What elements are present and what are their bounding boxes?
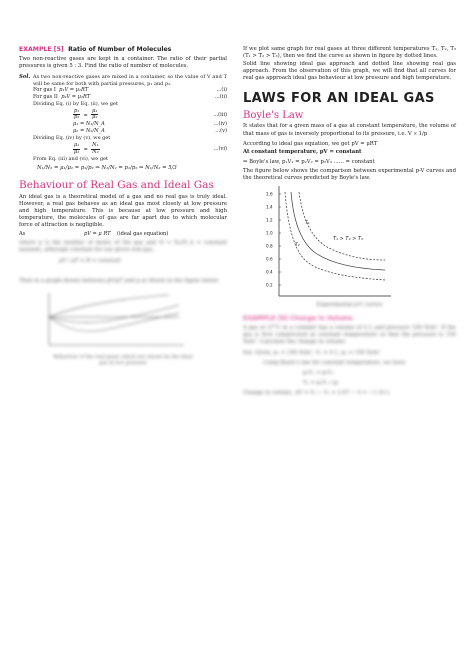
- right-blurred: [243, 302, 456, 397]
- right-para-2: Solid line showing ideal gas approach and dotted line showing real gas approach. From the observation of this graph, we will find that all curves for real gas approach ideal gas behaviour at low pressure and high temperature.: [243, 61, 456, 82]
- gas2-eq: p₂V = μ₂RT: [61, 94, 91, 101]
- gas1-label: For gas I: [33, 87, 56, 94]
- eq3-lhs: $\frac{\text{p₁}}{\text{p₂}}$: [74, 107, 80, 121]
- solution-block: [19, 74, 227, 172]
- boyle-law-line: ⇒ Boyle's law, p₁V₁ = p₂V₂ = p₃V₃ ...... = constant: [243, 158, 375, 165]
- right-column: [243, 46, 456, 397]
- blur-axis-label: Experimental p-V curves: [316, 302, 383, 309]
- as-note: (ideal gas equation): [117, 231, 169, 238]
- graph-tick-label: 1.0: [266, 230, 273, 236]
- curve-label-t1: T₁: [305, 221, 310, 227]
- equation-5: μ₂ = N₂/N_A ...(v): [73, 128, 227, 135]
- graph-tick-label: 1.4: [266, 204, 273, 210]
- graph-tick-label: 1.2: [266, 217, 273, 223]
- figure-paragraph: The figure below shows the comparison between experimental p-V curves and the theoretical curves predicted by Boyle's law.: [243, 167, 456, 182]
- equation-gas1: [33, 87, 227, 94]
- gas2-label: For gas II: [33, 94, 58, 101]
- ideal-gas-equation: [19, 231, 227, 238]
- behaviour-paragraph: An ideal gas is a theoretical model of a gas and no real gas is truly ideal. However, a real gas behaves as an ideal gas most closely at low pressure and high temperature. This is because at low pressure and high temperature, the molecules of gas are far apart due to which molecular force of attraction is negligible.: [19, 193, 227, 229]
- final-result: N₁/N₂ = μ₁/μ₂ = p₁/p₂ ⇒ N₁/N₂ = p₁/p₂ ⇒ N₁/N₂ = 5/3: [37, 164, 177, 171]
- laws-heading: LAWS FOR AN IDEAL GAS: [243, 91, 435, 107]
- boyle-paragraph: It states that for a given mass of a gas at constant temperature, the volume of that mass of gas is inversely proportional to its pressure, i.e. V ∝ 1/p: [243, 123, 456, 137]
- graph-tick-label: 0.2: [266, 282, 273, 288]
- eq6-rhs: $\frac{\text{N₁}}{\text{N₂}}$: [92, 142, 99, 155]
- equation-4: μ₁ = N₁/N_A ...(iv): [73, 121, 227, 128]
- equation-6: $\frac{\text{μ₁}}{\text{μ₂}}$ = $\frac{\text{N₁}}{\text{N₂}}$ ...(vi): [74, 142, 227, 155]
- eq3-rhs: $\frac{\text{μ₁}}{\text{μ₂}}$: [92, 107, 98, 121]
- behaviour-heading: Behaviour of Real Gas and Ideal Gas: [19, 178, 214, 191]
- from-eq-text: From Eq. (iii) and (vi), we get: [33, 155, 109, 162]
- curve-t2: [291, 192, 385, 270]
- solution-label: Sol.: [19, 74, 31, 81]
- graph-tick-label: 1.6: [266, 191, 273, 197]
- as-label: As: [19, 231, 26, 238]
- dividing-text-1: Dividing Eq. (i) by Eq. (ii), we get: [33, 101, 118, 108]
- gas1-ref: ...(i): [216, 87, 227, 94]
- solution-intro: As two non-reactive gases are mixed in a container, so the value of V and T will be same for both with partial pressures, p₁ and p₂.: [33, 74, 227, 87]
- blur-example: EXAMPLE [6] Change in Volume: [243, 315, 353, 323]
- blur-text-1: where μ is the number of moles of the gas and N = N₀/N_A = constant moment, although constant for our given real gas.: [19, 240, 227, 254]
- right-para-1: If we plot same graph for real gases at three different temperatures T₁, T₂, T₃ (T₁ > T₂ > T₃), then we find the curve as shown in figure by dotted lines.: [243, 46, 456, 60]
- eq3-ref: ...(iii): [213, 111, 227, 118]
- blur-graph: [39, 289, 189, 351]
- blur-sol-1: Sol. Given, p₁ = 100 N/m², V₁ = 4 L, p₂ = 150 N/m²: [243, 349, 381, 356]
- ideal-eq-line: According to ideal gas equation, we get pV = μRT: [243, 140, 378, 147]
- eq6-lhs: $\frac{\text{μ₁}}{\text{μ₂}}$: [74, 142, 80, 155]
- blur-text-3: Then in a graph drawn between pV/μT and p as drawn in the figure below.: [19, 277, 220, 284]
- blur-question: A gas at 27°C in a cylinder has a volume of 4 L and pressure 100 N/m². If the gas is first compressed at constant temperature so that the pressure is 150 N/m². Calculate the change in volume.: [243, 325, 456, 346]
- boyle-heading: Boyle's Law: [243, 110, 304, 122]
- example-question: Two non-reactive gases are kept in a container. The ratio of their partial pressures is given 5 : 3. Find the ratio of number of molecules.: [19, 56, 227, 70]
- example-heading: [19, 46, 227, 54]
- dividing-text-2: Dividing Eq. (iv) by (v), we get: [33, 135, 111, 142]
- graph-tick-label: 0.8: [266, 243, 273, 249]
- gas2-ref: ...(ii): [214, 94, 227, 101]
- example-tag: EXAMPLE [5]: [19, 46, 64, 53]
- gas1-eq: p₁V = μ₁RT: [59, 87, 89, 94]
- blur-text-2: pV / μT = R = constant: [59, 258, 122, 265]
- blurred-continuation: [19, 240, 227, 366]
- blur-caption: Behaviour of the real gases which are shown by the ideal gas at low pressure: [53, 354, 193, 366]
- graph-tick-label: 0.4: [266, 269, 273, 275]
- blur-sol-5: Change in volume, ΔV = V₂ − V₁ = 2.67 − 4 = −1.33 L: [243, 389, 391, 396]
- as-eq: pV = μ RT: [83, 231, 111, 238]
- equation-3: $\frac{\text{p₁}}{\text{p₂}}$ = $\frac{\text{μ₁}}{\text{μ₂}}$ ...(iii): [74, 107, 227, 121]
- curve-label-t2: T₂: [295, 243, 300, 249]
- graph-temp-label: T₁ > T₂ > T₃: [333, 236, 363, 243]
- blur-sol-4: V₂ = p₁V₁ / p₂: [303, 379, 339, 386]
- left-column: [19, 46, 227, 367]
- graph-tick-label: 0.6: [266, 256, 273, 262]
- example-title: Ratio of Number of Molecules: [68, 46, 172, 53]
- blur-sol-2: Using Boyle's law for constant temperature, we have: [263, 359, 406, 366]
- pv-graph: [265, 184, 395, 304]
- constant-temp-line: At constant temperature, pV = constant: [243, 148, 362, 155]
- blur-sol-3: p₁V₁ = p₂V₂: [303, 369, 334, 376]
